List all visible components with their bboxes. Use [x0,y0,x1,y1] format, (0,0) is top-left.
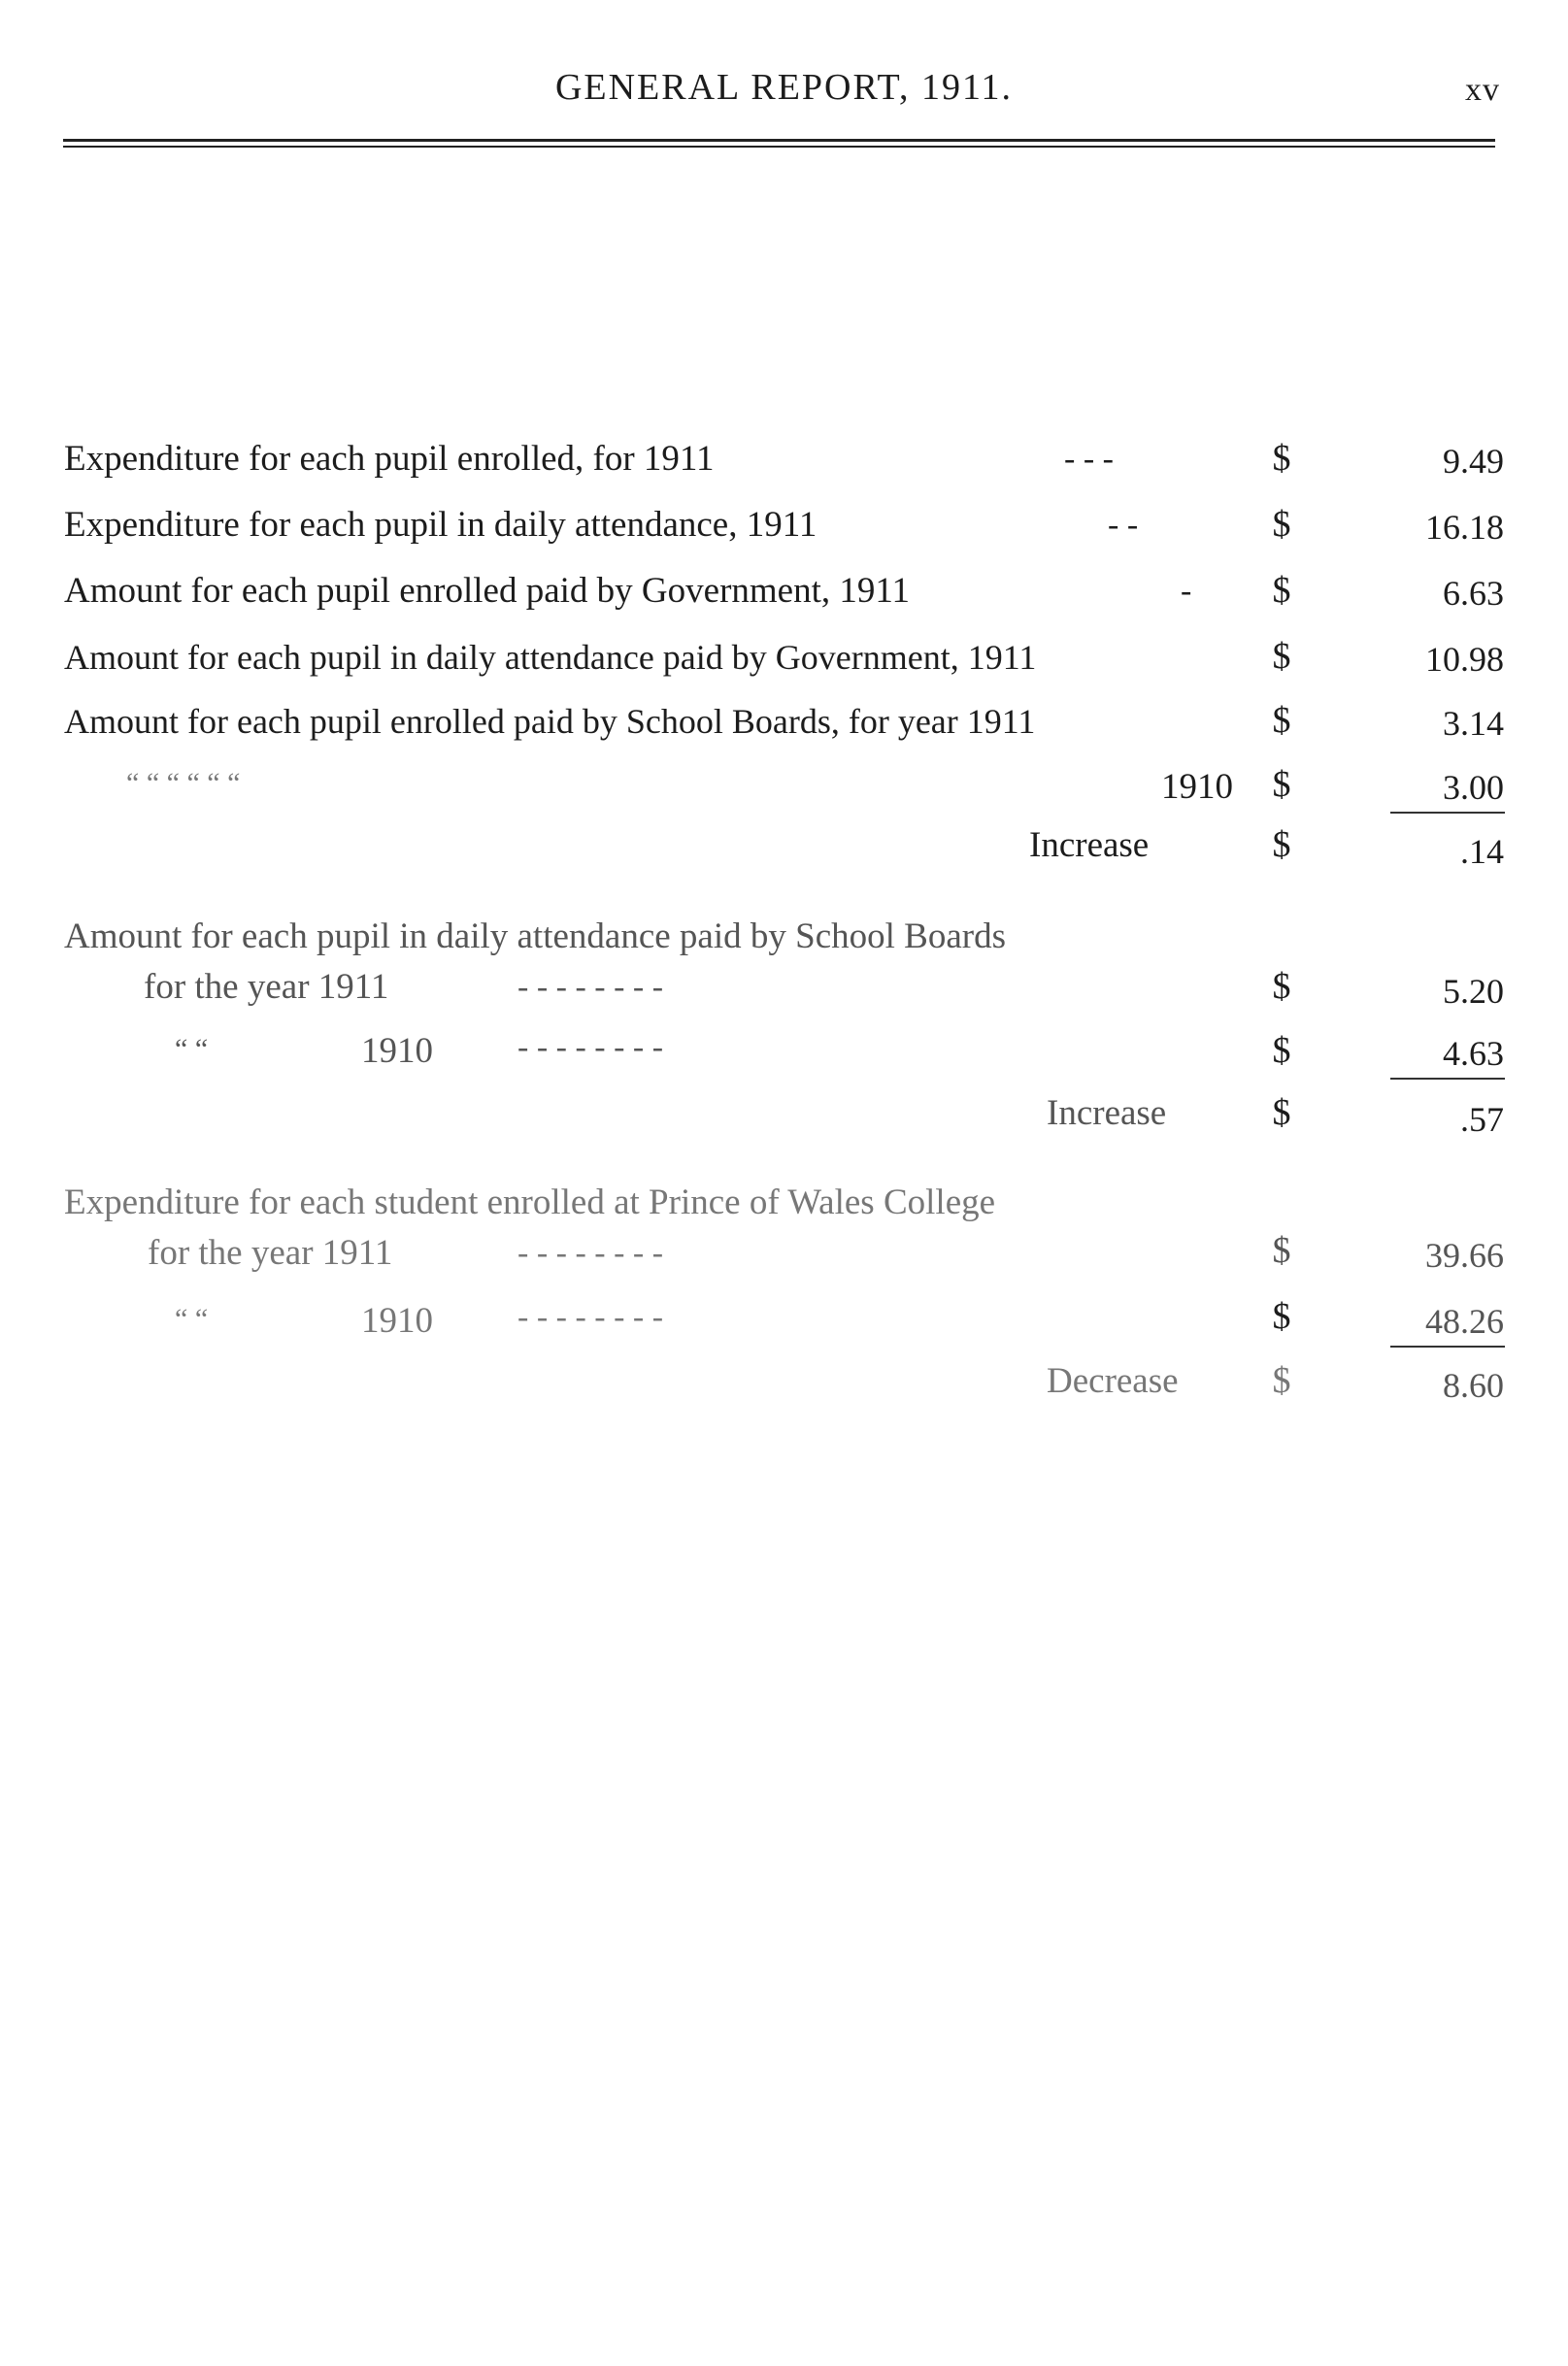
dollar-sign: $ [1272,1230,1291,1271]
increase-label: Increase [1047,1093,1167,1133]
page-number: xv [1465,72,1500,108]
row-label: for the year 1911 [148,1233,393,1273]
amount-value: 6.63 [1443,574,1504,613]
header-rule [63,146,1495,148]
amount-value: 3.14 [1443,704,1504,743]
leader-dashes: - - - - - - - - [517,1235,664,1271]
table-row [175,1025,664,1071]
year-label: 1910 [361,1301,433,1341]
year-label: 1910 [1161,767,1233,807]
table-row [126,759,240,804]
dollar-sign: $ [1272,636,1291,677]
table-row [144,965,664,1010]
leader-dashes: - - - - - - - - [517,1299,664,1335]
leader-dashes: - [1181,573,1192,609]
table-row [64,699,1035,744]
dollar-sign: $ [1272,1360,1291,1401]
amount-value: 8.60 [1443,1366,1504,1405]
section-heading: Amount for each pupil in daily attendance paid by School Boards [64,916,1006,956]
dollar-sign: $ [1272,570,1291,611]
row-label: Amount for each pupil enrolled paid by School Boards, for year 1911 [64,702,1036,741]
dollar-sign: $ [1272,966,1291,1007]
year-label: 1910 [361,1031,433,1071]
increase-label: Increase [1029,825,1150,865]
decrease-label: Decrease [1047,1361,1179,1401]
ditto-marks: “ “ “ “ “ “ [126,767,241,799]
total-rule [1390,1346,1505,1348]
dollar-sign: $ [1272,700,1291,741]
dollar-sign: $ [1272,504,1291,545]
amount-value: 4.63 [1443,1034,1504,1073]
table-row [175,1295,664,1341]
total-rule [1390,1078,1505,1080]
row-label: Amount for each pupil in daily attendance paid by Government, 1911 [64,638,1037,677]
row-label: Expenditure for each pupil in daily attendance, 1911 [64,505,817,545]
amount-value: 9.49 [1443,442,1504,481]
dollar-sign: $ [1272,824,1291,865]
leader-dashes: - - - - - - - - [517,969,664,1005]
header-rule [63,139,1495,142]
amount-value: 3.00 [1443,768,1504,807]
dollar-sign: $ [1272,1030,1291,1071]
amount-value: 5.20 [1443,972,1504,1011]
row-label: for the year 1911 [144,967,389,1007]
dollar-sign: $ [1272,1296,1291,1337]
ditto-marks: “ “ [175,1303,209,1335]
table-row [64,569,1192,614]
table-row [64,635,1036,680]
amount-value: .14 [1460,832,1504,871]
leader-dashes: - - [1108,507,1139,543]
dollar-sign: $ [1272,438,1291,479]
dollar-sign: $ [1272,1092,1291,1133]
amount-value: 39.66 [1425,1236,1504,1275]
table-row [148,1231,664,1276]
leader-dashes: - - - - - - - - [517,1029,664,1065]
table-row [64,437,1114,482]
page-title: GENERAL REPORT, 1911. [554,67,1014,108]
table-row [64,503,1139,548]
amount-value: 48.26 [1425,1302,1504,1341]
section-heading: Expenditure for each student enrolled at Prince of Wales College [64,1183,996,1222]
total-rule [1390,812,1505,814]
amount-value: 16.18 [1425,508,1504,547]
amount-value: .57 [1460,1100,1504,1139]
leader-dashes: - - - [1064,441,1114,477]
ditto-marks: “ “ [175,1033,209,1065]
row-label: Amount for each pupil enrolled paid by Government, 1911 [64,571,910,611]
dollar-sign: $ [1272,764,1291,805]
row-label: Expenditure for each pupil enrolled, for 1911 [64,439,715,479]
amount-value: 10.98 [1425,640,1504,679]
